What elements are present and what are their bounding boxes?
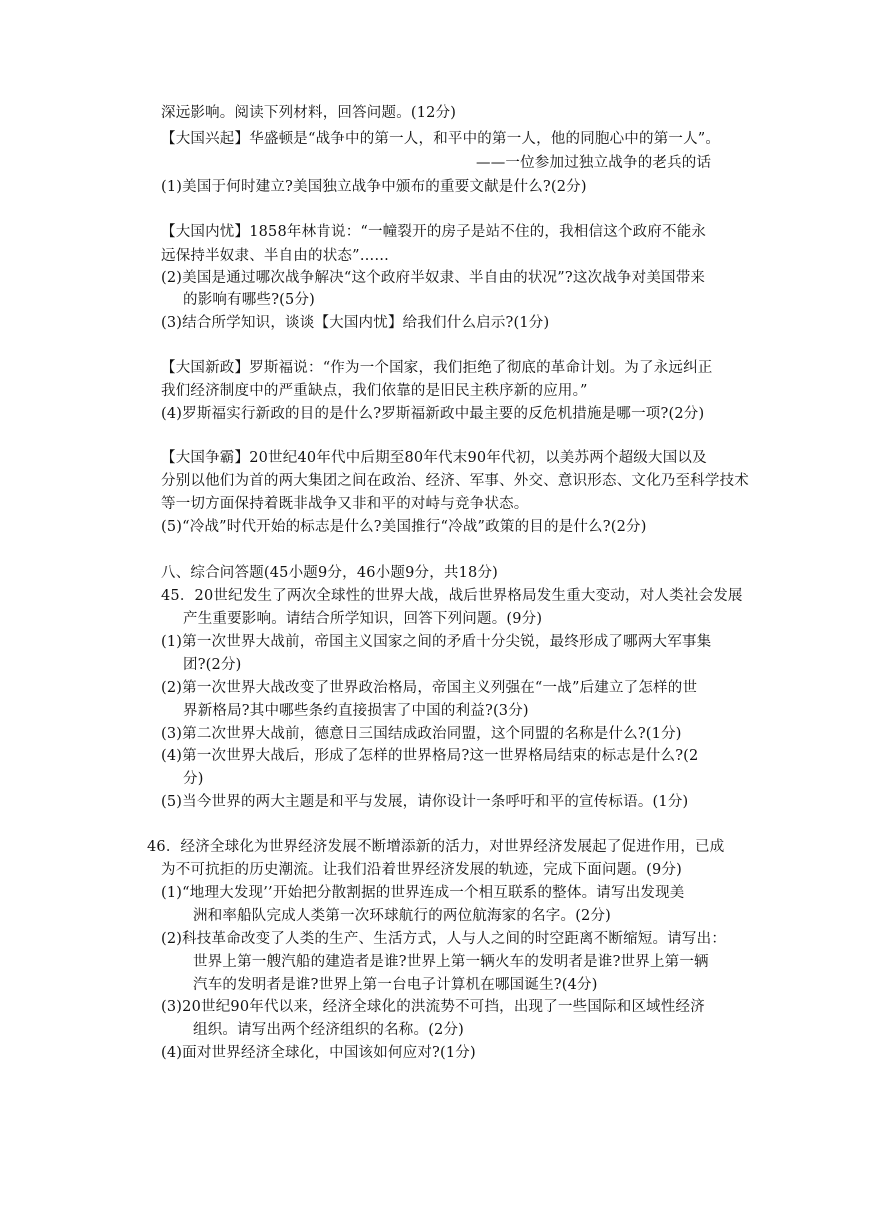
q46-sub-3-line-2: 组织。请写出两个经济组织的名称。(2分) (193, 1022, 465, 1038)
section-8-heading: 八、综合问答题(45小题9分，46小题9分，共18分) (161, 565, 499, 581)
question-2-line-1: (2)美国是通过哪次战争解决“这个政府半奴隶、半自由的状况”?这次战争对美国带来 (161, 270, 706, 286)
material-newdeal-line-2: 我们经济制度中的严重缺点，我们依靠的是旧民主秩序新的应用。” (161, 383, 588, 399)
material-hegemony-line-1: 【大国争霸】20世纪40年代中后期至80年代末90年代初，以美苏两个超级大国以及 (161, 450, 707, 466)
q45-sub-1-line-2: 团?(2分) (183, 657, 242, 673)
question-3: (3)结合所学知识，谈谈【大国内忧】给我们什么启示?(1分) (161, 315, 550, 331)
q45-stem-line-2: 产生重要影响。请结合所学知识，回答下列问题。(9分) (183, 611, 543, 627)
material-hegemony-line-3: 等一切方面保持着既非战争又非和平的对峙与竞争状态。 (161, 496, 529, 512)
q46-sub-4: (4)面对世界经济全球化，中国该如何应对?(1分) (161, 1045, 476, 1061)
question-4: (4)罗斯福实行新政的目的是什么?罗斯福新政中最主要的反危机措施是哪一项?(2分) (161, 406, 705, 422)
q45-sub-4-line-2: 分) (183, 771, 204, 787)
q45-sub-5: (5)当今世界的两大主题是和平与发展，请你设计一条呼吁和平的宣传标语。(1分) (161, 794, 689, 810)
q45-sub-2-line-1: (2)第一次世界大战改变了世界政治格局，帝国主义列强在“一战”后建立了怎样的世 (161, 680, 698, 696)
q45-sub-3: (3)第二次世界大战前，德意日三国结成政治同盟，这个同盟的名称是什么?(1分) (161, 726, 682, 742)
material-rise: 【大国兴起】华盛顿是“战争中的第一人，和平中的第一人，他的同胞心中的第一人”。 (161, 131, 721, 147)
question-5: (5)“冷战”时代开始的标志是什么?美国推行“冷战”政策的目的是什么?(2分) (161, 519, 647, 535)
q45-sub-1-line-1: (1)第一次世界大战前，帝国主义国家之间的矛盾十分尖锐，最终形成了哪两大军事集 (161, 634, 712, 650)
q46-sub-2-line-1: (2)科技革命改变了人类的生产、生活方式，人与人之间的时空距离不断缩短。请写出： (161, 931, 727, 947)
q46-sub-1-line-2: 洲和率船队完成人类第一次环球航行的两位航海家的名字。(2分) (193, 908, 612, 924)
material-newdeal-line-1: 【大国新政】罗斯福说：“作为一个国家，我们拒绝了彻底的革命计划。为了永远纠正 (161, 360, 713, 376)
q46-sub-2-line-3: 汽车的发明者是谁?世界上第一台电子计算机在哪国诞生?(4分) (193, 977, 598, 993)
q46-stem-line-2: 为不可抗拒的历史潮流。让我们沿着世界经济发展的轨迹，完成下面问题。(9分) (161, 862, 682, 878)
material-hegemony-line-2: 分别以他们为首的两大集团之间在政治、经济、军事、外交、意识形态、文化乃至科学技术 (161, 473, 749, 489)
question-2-line-2: 的影响有哪些?(5分) (183, 292, 316, 308)
q46-sub-2-line-2: 世界上第一艘汽船的建造者是谁?世界上第一辆火车的发明者是谁?世界上第一辆 (193, 954, 709, 970)
q45-sub-2-line-2: 界新格局?其中哪些条约直接损害了中国的利益?(3分) (183, 703, 529, 719)
question-1: (1)美国于何时建立?美国独立战争中颁布的重要文献是什么?(2分) (161, 179, 587, 195)
material-worry-line-1: 【大国内忧】1858年林肯说：“一幢裂开的房子是站不住的，我相信这个政府不能永 (161, 224, 707, 240)
material-worry-line-2: 远保持半奴隶、半自由的状态”…… (161, 248, 390, 264)
q45-stem-line-1: 45．20世纪发生了两次全球性的世界大战，战后世界格局发生重大变动，对人类社会发展 (161, 588, 743, 604)
material-rise-source: ——一位参加过独立战争的老兵的话 (476, 155, 712, 171)
q46-sub-1-line-1: (1)“地理大发现’’开始把分散割据的世界连成一个相互联系的整体。请写出发现美 (161, 885, 685, 901)
q45-sub-4-line-1: (4)第一次世界大战后，形成了怎样的世界格局?这一世界格局结束的标志是什么?(2 (161, 748, 699, 764)
q46-stem-line-1: 46．经济全球化为世界经济发展不断增添新的活力，对世界经济发展起了促进作用，已成 (147, 839, 725, 855)
q46-sub-3-line-1: (3)20世纪90年代以来，经济全球化的洪流势不可挡，出现了一些国际和区域性经济 (161, 999, 705, 1015)
intro-line: 深远影响。阅读下列材料，回答问题。(12分) (161, 105, 457, 121)
